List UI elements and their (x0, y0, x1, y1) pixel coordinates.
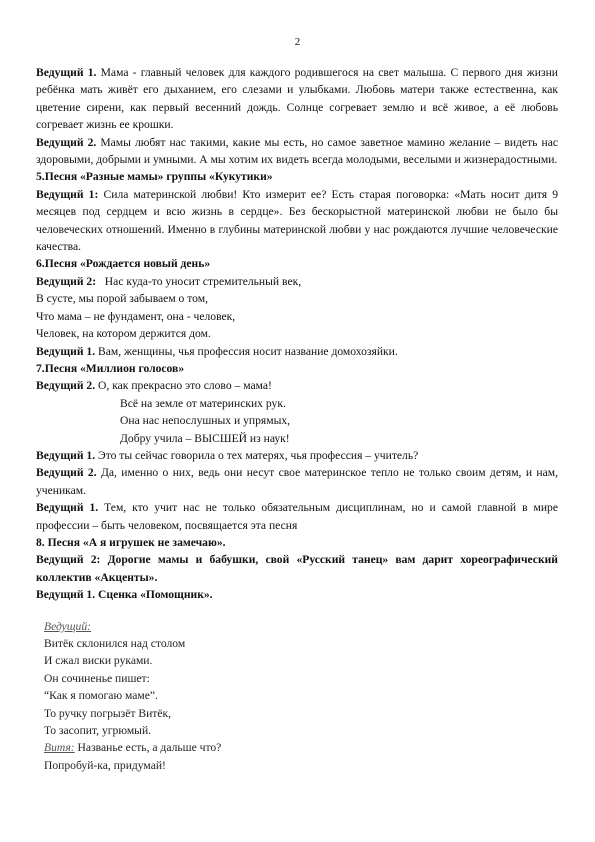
scene-line-6: То засопит, угрюмый. (44, 724, 152, 738)
page-number: 2 (294, 36, 301, 48)
heading-song-6: 6.Песня «Рождается новый день» (36, 257, 211, 271)
heading-song-5: 5.Песня «Разные мамы» группы «Кукутики» (36, 170, 273, 184)
paragraph-host1-intro: Ведущий 1. Мама - главный человек для каждого родившегося на свет малыша. С первого дня жизни ребёнка мать живёт его дыханием, его слезами и улыбками. Любовь матери также естественна, как цветение сирени, как первый весенний дождь. Солнце согревает землю и всё живое, а её любовь согревает жизнь ее крошки. (36, 66, 558, 132)
heading-song-7: 7.Песня «Миллион голосов» (36, 361, 185, 375)
scene-helper (36, 618, 558, 775)
scene-line-1: Витёк склонился над столом (44, 637, 186, 650)
paragraph-host1-love: Ведущий 1: Сила материнской любви! Кто измерит ее? Есть старая поговорка: «Мать носит дитя 9 месяцев под сердцем и всю жизнь в сердце». Без бескорыстной материнской любви не было бы человеческих отношений. Именно в глубины материнской любви у нас рождаются лучшие человеческие качества. (36, 187, 559, 254)
scene-line-vitya: Витя: Названье есть, а дальше что? (44, 741, 222, 755)
scene-role-host: Ведущий: (44, 619, 92, 633)
paragraph-host1-song: Ведущий 1. Тем, кто учит нас не только обязательным дисциплинам, но и самой главной в мире профессии – быть человеком, посвящается эта песня (36, 501, 558, 532)
scene-line-5: То ручку погрызёт Витёк, (44, 706, 172, 720)
paragraph-host2-wish: Ведущий 2. Мамы любят нас такими, какие мы есть, но самое заветное мамино желание – видеть нас здоровыми, добрыми и умными. А мы хотим их видеть всегда молодыми, веселыми и жизнерадостными. (36, 135, 558, 167)
paragraph-scene-title: Ведущий 1. Сценка «Помощник». (36, 588, 213, 602)
poem2-line-4: Добру учила – ВЫСШЕЙ из наук! (120, 431, 290, 445)
scene-line-3: Он сочиненье пишет: (44, 671, 150, 685)
scene-line-2: И сжал виски руками. (44, 654, 153, 668)
paragraph-host2-dance: Ведущий 2: Дорогие мамы и бабушки, свой «Русский танец» вам дарит хореографический коллектив «Акценты». (36, 553, 558, 584)
poem2-first-line: Ведущий 2. О, как прекрасно это слово – мама! (36, 379, 272, 393)
scene-line-4: “Как я помогаю маме”. (44, 689, 158, 703)
paragraph-host2-teachers: Ведущий 2. Да, именно о них, ведь они несут свое материнское тепло не только своим детям, и нам, ученикам. (36, 466, 558, 497)
paragraph-host1-housewives: Ведущий 1. Вам, женщины, чья профессия носит название домохозяйки. (36, 344, 398, 358)
document-body (36, 64, 558, 774)
poem1-line-2: В сусте, мы порой забываем о том, (36, 292, 208, 306)
scene-line-last: Попробуй-ка, придумай! (44, 758, 166, 772)
poem1-line-4: Человек, на котором держится дом. (36, 327, 211, 341)
poem1-line-1: Ведущий 2: Нас куда-то уносит стремительный век, (36, 274, 302, 288)
poem1-line-3: Что мама – не фундамент, она - человек, (36, 309, 236, 323)
poem2-line-3: Она нас непослушных и упрямых, (120, 414, 291, 428)
paragraph-host1-teachers: Ведущий 1. Это ты сейчас говорила о тех матерях, чья профессия – учитель? (36, 448, 419, 462)
heading-song-8: 8. Песня «А я игрушек не замечаю». (36, 535, 226, 549)
poem2-line-2: Всё на земле от материнских рук. (120, 396, 286, 410)
